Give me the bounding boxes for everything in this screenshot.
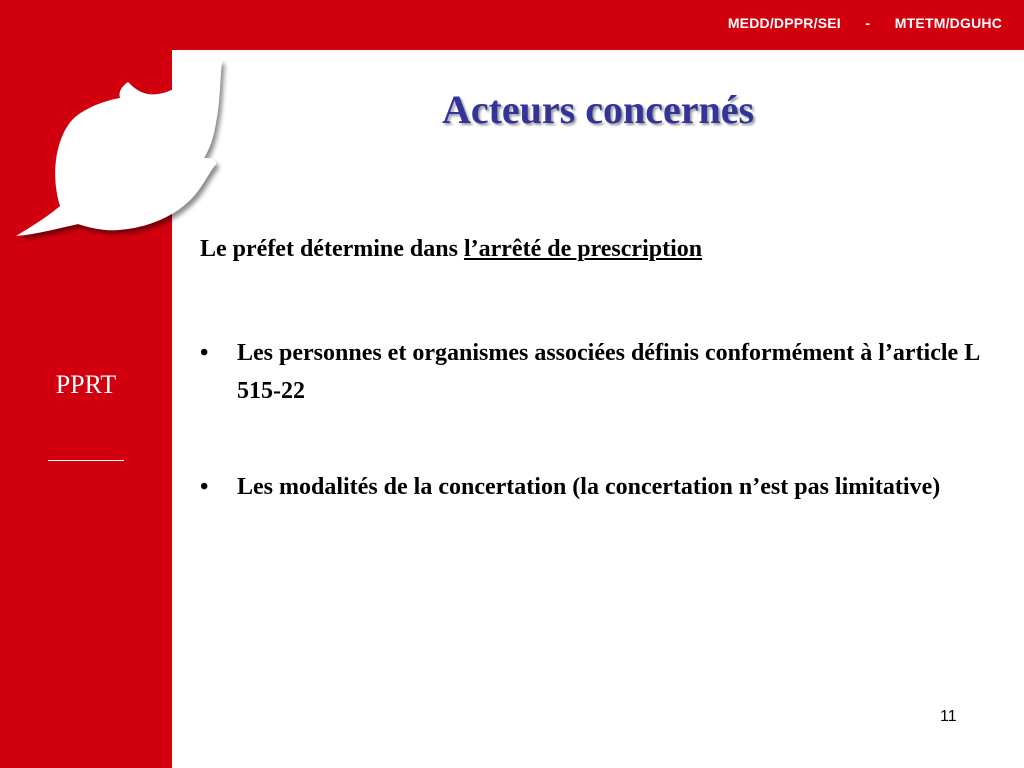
intro-text — [200, 236, 702, 263]
list-item — [200, 468, 980, 506]
leaf-logo-icon — [8, 56, 230, 246]
bullet-text: Les personnes et organismes associées définis conformément à l’article L 515-22 — [237, 340, 979, 404]
list-item — [200, 334, 980, 410]
intro-underlined-term: l’arrêté de prescription — [463, 236, 703, 262]
sidebar-label: PPRT — [55, 370, 117, 399]
bullet-marker: • — [200, 340, 209, 366]
bullet-list — [200, 334, 980, 564]
header-text: MEDD/DPPR/SEI - MTETM/DGUHC — [727, 15, 1002, 31]
page-number: 11 — [940, 708, 957, 725]
intro-lead: Le préfet détermine dans — [200, 236, 464, 262]
bullet-text: Les modalités de la concertation (la concertation n’est pas limitative) — [237, 474, 941, 500]
bullet-marker: • — [200, 474, 209, 500]
slide-title: Acteurs concernés — [441, 87, 755, 132]
sidebar-divider — [48, 460, 124, 461]
